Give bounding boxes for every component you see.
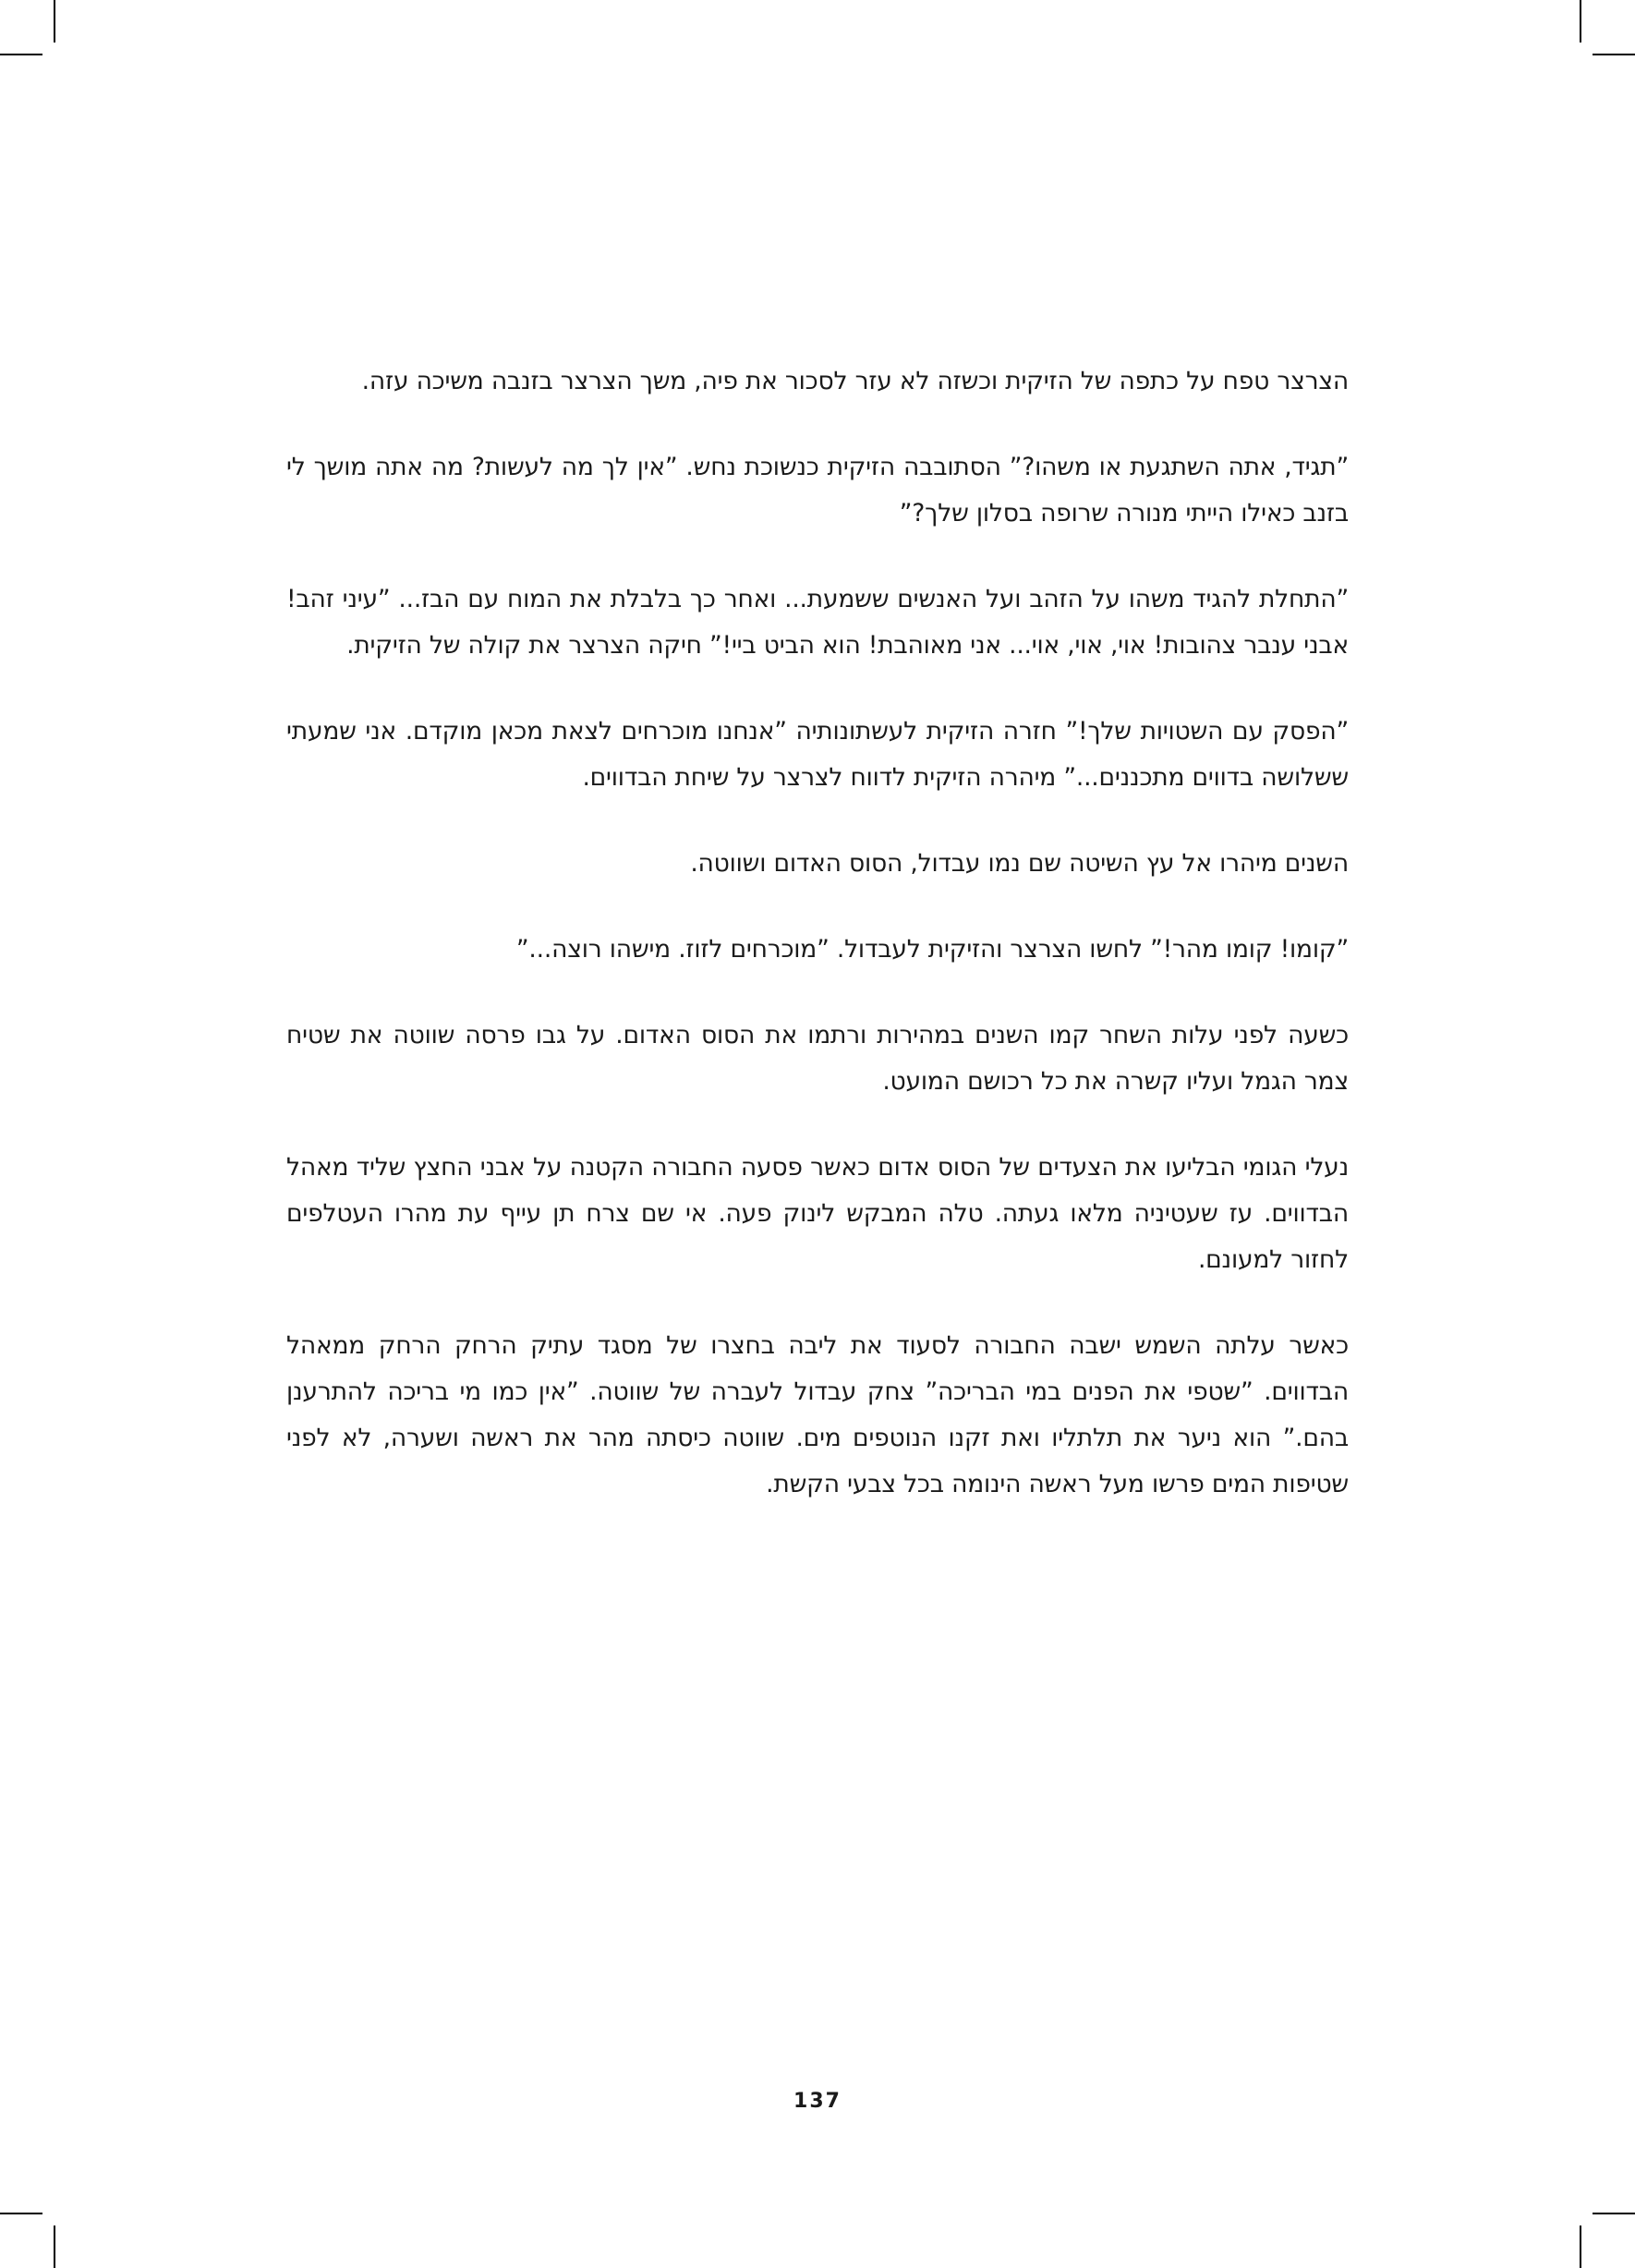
crop-mark-top-right-horizontal <box>1593 54 1635 55</box>
paragraph-3: ”התחלת להגיד משהו על הזהב ועל האנשים ששמעת... ואחר כך בלבלת את המוח עם הבז... ”עיני זהב! אבני ענבר צהובות! אוי, אוי, אוי... אני מאוהבת! הוא הביט ביי!” חיקה הצרצר את קולה של הזיקית. <box>286 585 1349 660</box>
crop-mark-bottom-right-horizontal <box>1593 2213 1635 2214</box>
paragraph-9: כאשר עלתה השמש ישבה החבורה לסעוד את ליבה בחצרו של מסגד עתיק הרחק הרחק ממאהל הבדווים. ”שטפי את הפנים במי הבריכה” צחק עבדול לעברה של שווטה. ”אין כמו מי בריכה להתרענן בהם.” הוא ניער את תלתליו ואת זקנו הנוטפים מים. שווטה כיסתה מהר את ראשה ושערה, לא לפני שטיפות המים פרשו מעל ראשה הינומה בכל צבעי הקשת. <box>286 1331 1349 1498</box>
paragraph-8: נעלי הגומי הבליעו את הצעדים של הסוס אדום כאשר פסעה החבורה הקטנה על אבני החצץ שליד מאהל הבדווים. עז שעטיניה מלאו געתה. טלה המבקש לינוק פעה. אי שם צרח תן עייף עת מהרו העטלפים לחזור למעונם. <box>286 1153 1349 1274</box>
crop-mark-bottom-right-vertical <box>1580 2226 1581 2268</box>
paragraph-4: ”הפסק עם השטויות שלך!” חזרה הזיקית לעשתונותיה ”אנחנו מוכרחים לצאת מכאן מוקדם. אני שמעתי ששלושה בדווים מתכננים...” מיהרה הזיקית לדווח לצרצר על שיחת הבדווים. <box>286 717 1349 792</box>
paragraph-5: השנים מיהרו אל עץ השיטה שם נמו עבדול, הסוס האדום ושווטה. <box>690 849 1349 878</box>
paragraph-7: כשעה לפני עלות השחר קמו השנים במהירות ורתמו את הסוס האדום. על גבו פרסה שווטה את שטיח צמר הגמל ועליו קשרה את כל רכושם המועט. <box>286 1021 1349 1096</box>
crop-mark-top-left-horizontal <box>0 54 42 55</box>
crop-mark-bottom-left-horizontal <box>0 2213 42 2214</box>
crop-mark-top-right-vertical <box>1580 0 1581 42</box>
crop-mark-bottom-left-vertical <box>54 2226 55 2268</box>
page-body-text <box>286 358 1349 1547</box>
paragraph-6: ”קומו! קומו מהר!” לחשו הצרצר והזיקית לעבדול. ”מוכרחים לזוז. מישהו רוצה...” <box>515 935 1349 964</box>
paragraph-2: ”תגיד, אתה השתגעת או משהו?” הסתובבה הזיקית כנשוכת נחש. ”אין לך מה לעשות? מה אתה מושך לי בזנב כאילו הייתי מנורה שרופה בסלון שלך?” <box>286 453 1349 528</box>
crop-mark-top-left-vertical <box>54 0 55 42</box>
paragraph-1: הצרצר טפח על כתפה של הזיקית וכשזה לא עזר לסכור את פיה, משך הצרצר בזנבה משיכה עזה. <box>361 367 1349 395</box>
page-number: 137 <box>793 2090 842 2113</box>
